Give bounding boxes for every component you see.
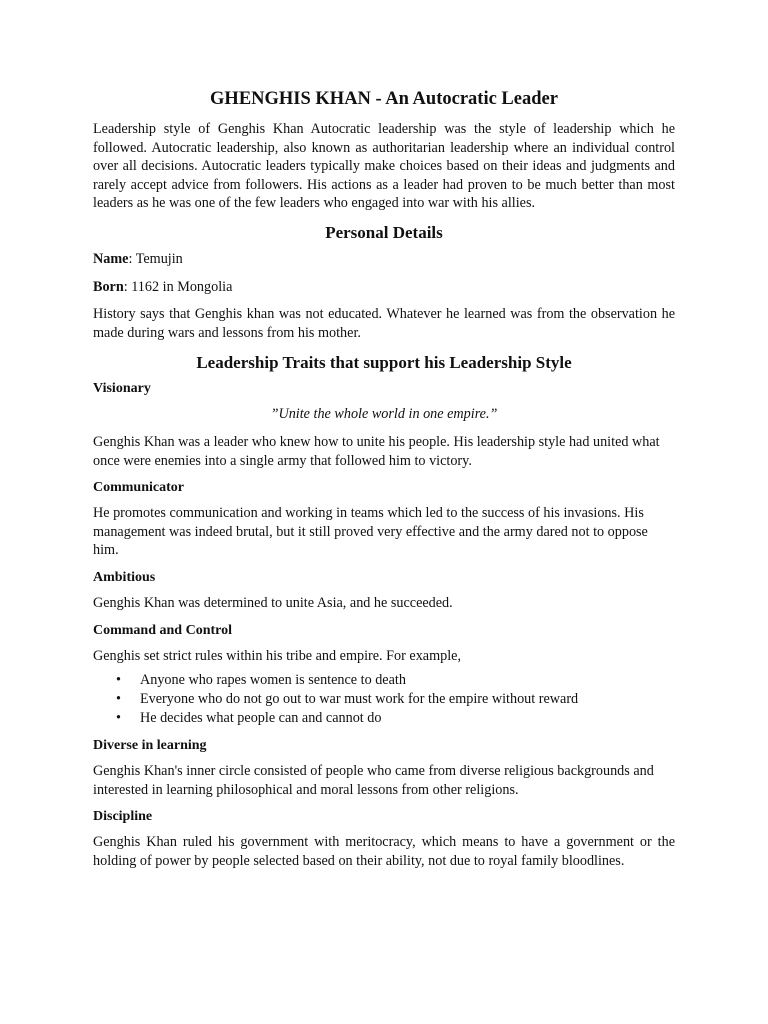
name-label: Name: [93, 250, 129, 267]
diverse-paragraph: Genghis Khan's inner circle consisted of people who came from diverse religious backgrounds and interested in learning philosophical and moral lessons from other religions.: [93, 763, 654, 798]
list-item: [93, 671, 675, 690]
born-label: Born: [93, 278, 124, 295]
list-item: [93, 709, 675, 728]
command-rules-list: [93, 671, 675, 728]
name-value: : Temujin: [128, 250, 183, 267]
list-item-text: Everyone who do not go out to war must work for the empire without reward: [140, 691, 579, 708]
trait-visionary-heading: Visionary: [93, 381, 151, 397]
traits-heading: Leadership Traits that support his Leadership Style: [196, 353, 572, 373]
trait-ambitious-heading: Ambitious: [93, 569, 156, 585]
document-title: GHENGHIS KHAN - An Autocratic Leader: [210, 89, 558, 109]
visionary-paragraph: Genghis Khan was a leader who knew how to unite his people. His leadership style had united what once were enemies into a single army that followed him to victory.: [93, 433, 660, 469]
command-paragraph: Genghis set strict rules within his tribe and empire. For example,: [93, 647, 462, 664]
ambitious-paragraph: Genghis Khan was determined to unite Asia, and he succeeded.: [93, 594, 453, 611]
trait-communicator-heading: Communicator: [93, 480, 184, 496]
personal-details-heading: Personal Details: [325, 222, 443, 242]
trait-command-heading: Command and Control: [93, 622, 232, 638]
discipline-paragraph: Genghis Khan ruled his government with meritocracy, which means to have a government or the holding of power by people selected based on their ability, not due to royal family bloodlines.: [93, 834, 675, 869]
bullet-icon: •: [116, 710, 121, 727]
bullet-icon: •: [116, 691, 121, 708]
born-value: : 1162 in Mongolia: [123, 278, 233, 295]
bullet-icon: •: [116, 672, 121, 689]
name-field: [93, 250, 675, 269]
list-item-text: He decides what people can and cannot do: [140, 710, 382, 727]
document-page: [93, 86, 675, 870]
communicator-paragraph: He promotes communication and working in teams which led to the success of his invasions. His management was indeed brutal, but it still proved very effective and the army dared not to oppose him.: [93, 505, 648, 559]
visionary-quote: ”Unite the whole world in one empire.”: [270, 406, 498, 423]
trait-discipline-heading: Discipline: [93, 809, 153, 825]
list-item-text: Anyone who rapes women is sentence to death: [140, 672, 406, 689]
history-paragraph: History says that Genghis khan was not educated. Whatever he learned was from the observation he made during wars and lessons from his mother.: [93, 306, 675, 341]
trait-diverse-heading: Diverse in learning: [93, 738, 207, 754]
list-item: [93, 690, 675, 709]
born-field: [93, 278, 675, 297]
intro-paragraph: Leadership style of Genghis Khan Autocratic leadership was the style of leadership which he followed. Autocratic leadership, also known as authoritarian leadership where an individual control over all decisions. Autocratic leaders typically make choices based on their ideas and judgments and rarely accept advice from followers. His actions as a leader had proven to be much better than most leaders as he was one of the few leaders who engaged into war with his allies.: [93, 121, 675, 212]
